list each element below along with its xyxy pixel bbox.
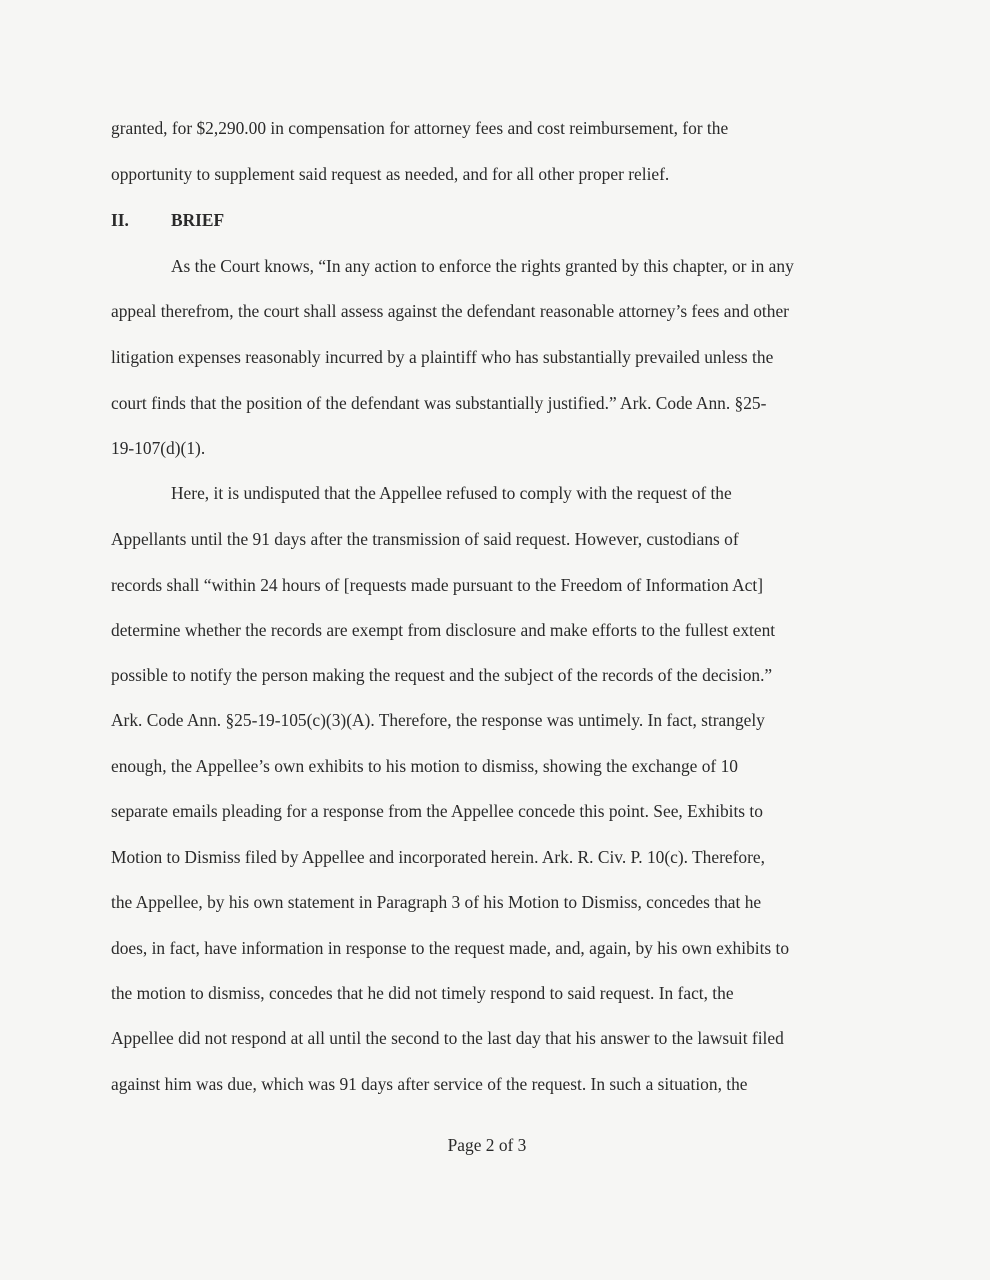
paragraph-line: the motion to dismiss, concedes that he did not timely respond to said request. In fact, the [111, 983, 734, 1003]
paragraph-line: Appellee did not respond at all until the second to the last day that his answer to the lawsuit filed [111, 1028, 784, 1048]
paragraph-line: determine whether the records are exempt from disclosure and make efforts to the fullest extent [111, 620, 776, 640]
paragraph-line: 19-107(d)(1). [111, 438, 206, 458]
paragraph-line: Motion to Dismiss filed by Appellee and incorporated herein. Ark. R. Civ. P. 10(c). Therefore, [111, 847, 765, 867]
paragraph-line: possible to notify the person making the request and the subject of the records of the decision.” [111, 665, 773, 685]
paragraph-line: does, in fact, have information in response to the request made, and, again, by his own exhibits to [111, 938, 790, 958]
paragraph-line: the Appellee, by his own statement in Paragraph 3 of his Motion to Dismiss, concedes that he [111, 892, 762, 912]
section-number: II. [111, 210, 129, 230]
section-title: BRIEF [171, 210, 225, 230]
paragraph-line: Ark. Code Ann. §25-19-105(c)(3)(A). Therefore, the response was untimely. In fact, strangely [111, 710, 765, 730]
page-number-footer: Page 2 of 3 [447, 1135, 527, 1155]
paragraph-line: against him was due, which was 91 days after service of the request. In such a situation, the [111, 1074, 748, 1094]
paragraph-line: Appellants until the 91 days after the transmission of said request. However, custodians of [111, 529, 739, 549]
paragraph-line: Here, it is undisputed that the Appellee refused to comply with the request of the [171, 483, 732, 503]
paragraph-line: As the Court knows, “In any action to enforce the rights granted by this chapter, or in any [171, 256, 794, 276]
paragraph-line: granted, for $2,290.00 in compensation for attorney fees and cost reimbursement, for the [111, 118, 729, 138]
paragraph-line: opportunity to supplement said request as needed, and for all other proper relief. [111, 164, 670, 184]
paragraph-line: records shall “within 24 hours of [requests made pursuant to the Freedom of Information Act] [111, 575, 763, 595]
paragraph-line: enough, the Appellee’s own exhibits to his motion to dismiss, showing the exchange of 10 [111, 756, 738, 776]
paragraph-line: separate emails pleading for a response from the Appellee concede this point. See, Exhibits to [111, 801, 763, 821]
paragraph-line: litigation expenses reasonably incurred by a plaintiff who has substantially prevailed unless the [111, 347, 774, 367]
paragraph-line: appeal therefrom, the court shall assess against the defendant reasonable attorney’s fees and other [111, 301, 789, 321]
paragraph-line: court finds that the position of the defendant was substantially justified.” Ark. Code Ann. §25- [111, 393, 767, 413]
